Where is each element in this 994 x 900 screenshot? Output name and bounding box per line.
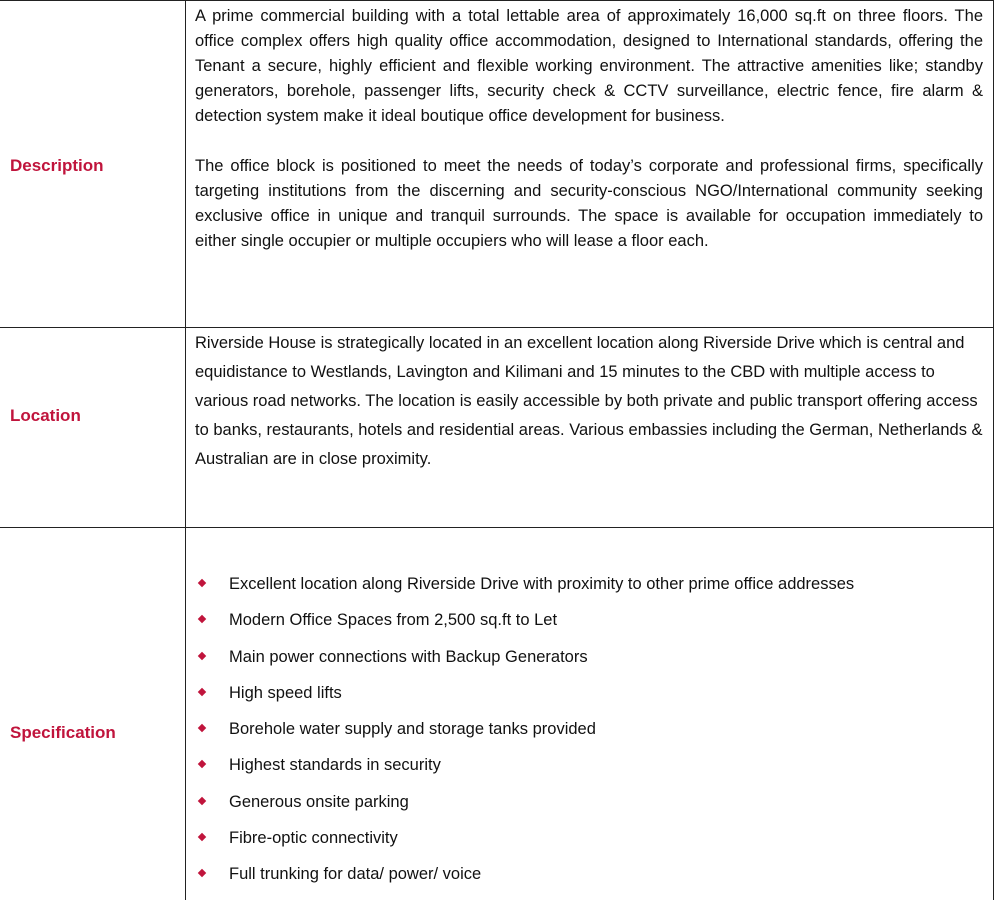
list-item (195, 825, 983, 861)
list-item-text: High speed lifts (229, 683, 342, 702)
description-paragraph-1: A prime commercial building with a total lettable area of approximately 16,000 sq.ft on three floors. The office complex offers high quality office accommodation, designed to International standards, offering the Tenant a secure, highly efficient and flexible working environment. The attractive amenities like; standby generators, borehole, passenger lifts, security check & CCTV surveillance, electric fence, fire alarm & detection system make it ideal boutique office development for business. (195, 7, 983, 125)
list-item-text: Fibre-optic connectivity (229, 829, 398, 848)
location-cell (195, 329, 983, 474)
location-text: Riverside House is strategically located in an excellent location along Riverside Drive which is central and equidistance to Westlands, Lavington and Kilimani and 15 minutes to the CBD with multiple access to various road networks. The location is easily accessible by both private and public transport offering access to banks, restaurants, hotels and residential areas. Various embassies including the German, Netherlands & Australian are in close proximity. (195, 334, 983, 468)
list-item-text: Modern Office Spaces from 2,500 sq.ft to Let (229, 611, 558, 630)
row-divider-1 (0, 327, 994, 328)
specification-label: Specification (10, 723, 116, 742)
list-item (195, 861, 983, 897)
description-label: Description (10, 156, 104, 175)
bullet-icon (198, 688, 206, 696)
list-item (195, 644, 983, 680)
bullet-icon (198, 869, 206, 877)
bullet-icon (198, 579, 206, 587)
specification-list (195, 571, 983, 898)
description-cell (195, 4, 983, 254)
bullet-icon (198, 833, 206, 841)
bullet-icon (198, 797, 206, 805)
list-item (195, 752, 983, 788)
list-item-text: Borehole water supply and storage tanks provided (229, 720, 596, 739)
list-item-text: Highest standards in security (229, 756, 441, 775)
bullet-icon (198, 651, 206, 659)
specification-cell (195, 571, 983, 898)
list-item-text: Excellent location along Riverside Drive with proximity to other prime office addresses (229, 575, 855, 593)
bullet-icon (198, 724, 206, 732)
list-item (195, 716, 983, 752)
row-divider-2 (0, 527, 994, 528)
list-item-text: Full trunking for data/ power/ voice (229, 865, 482, 884)
bullet-icon (198, 760, 206, 768)
list-item (195, 680, 983, 716)
location-label: Location (10, 406, 81, 425)
list-item (195, 789, 983, 825)
bullet-icon (198, 615, 206, 623)
list-item (195, 571, 983, 607)
column-divider (185, 0, 186, 900)
description-paragraph-2: The office block is positioned to meet the needs of today’s corporate and professional firms, specifically targeting institutions from the discerning and security-conscious NGO/International community seeking exclusive office in unique and tranquil surrounds. The space is available for occupation immediately to either single occupier or multiple occupiers who will lease a floor each. (195, 157, 983, 250)
list-item-text: Generous onsite parking (229, 792, 409, 811)
list-item (195, 607, 983, 643)
table-border-top (0, 0, 994, 1)
list-item-text: Main power connections with Backup Generators (229, 647, 588, 666)
